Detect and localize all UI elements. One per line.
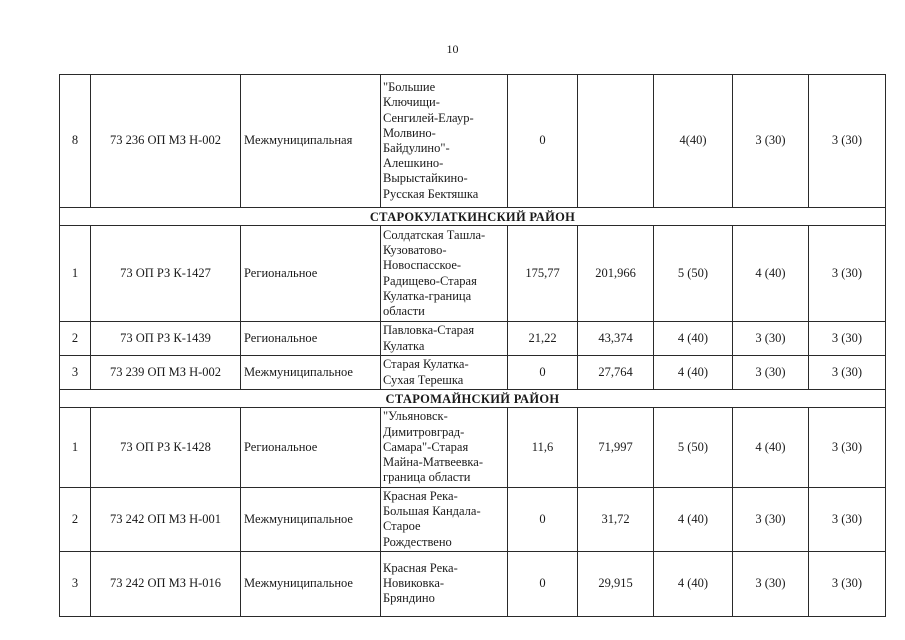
- district-name: СТАРОМАЙНСКИЙ РАЙОН: [60, 390, 886, 408]
- road-name-line: Байдулино"-: [383, 141, 450, 155]
- road-name-line: Красная Река-: [383, 489, 458, 503]
- road-name-line: Димитровград-: [383, 424, 465, 439]
- length-value-1: 0: [508, 75, 578, 208]
- road-name-line: "Ульяновск-: [383, 409, 448, 424]
- road-name: [381, 408, 508, 488]
- road-name-line: "Большие: [383, 80, 436, 95]
- road-name-line: Кузоватово-: [383, 243, 447, 258]
- road-code: 73 236 ОП МЗ Н-002: [91, 75, 241, 208]
- length-value-1: 175,77: [508, 226, 578, 322]
- category-value-1: 4 (40): [654, 488, 733, 552]
- length-value-2: 71,997: [578, 408, 654, 488]
- category-value-1: 4 (40): [654, 356, 733, 390]
- road-name-line: Большая Кандала-: [383, 504, 481, 519]
- length-value-2: 43,374: [578, 322, 654, 356]
- road-type: Межмуниципальное: [241, 551, 381, 616]
- road-name-line: Самара"-Старая: [383, 439, 469, 454]
- category-value-1: 4 (40): [654, 551, 733, 616]
- road-name: [381, 226, 508, 322]
- road-name-line: граница области: [383, 470, 471, 485]
- length-value-2: [578, 75, 654, 208]
- category-value-1: 4 (40): [654, 322, 733, 356]
- road-name: [381, 322, 508, 356]
- category-value-1: 4(40): [654, 75, 733, 208]
- road-name-line: Рождествено: [383, 534, 452, 549]
- road-name-line: Радищево-Старая: [383, 273, 477, 288]
- road-name: [381, 75, 508, 208]
- road-name-line: Молвино-: [383, 125, 436, 140]
- road-type: Межмуниципальное: [241, 356, 381, 390]
- table-row: [60, 75, 886, 208]
- table-row: [60, 322, 886, 356]
- road-code: 73 ОП РЗ К-1439: [91, 322, 241, 356]
- road-type: Региональное: [241, 322, 381, 356]
- road-name-line: Старая Кулатка-: [383, 357, 469, 372]
- category-value-3: 3 (30): [809, 75, 886, 208]
- table-row: [60, 356, 886, 390]
- length-value-1: 0: [508, 488, 578, 552]
- road-type: Региональное: [241, 408, 381, 488]
- length-value-1: 0: [508, 551, 578, 616]
- road-name-line: Старое: [383, 519, 421, 534]
- district-header-row: [60, 390, 886, 408]
- road-name-line: области: [383, 303, 425, 318]
- category-value-3: 3 (30): [809, 322, 886, 356]
- category-value-2: 4 (40): [733, 226, 809, 322]
- category-value-2: 3 (30): [733, 488, 809, 552]
- road-name-line: Новоспасское-: [383, 258, 462, 273]
- row-number: 2: [60, 488, 91, 552]
- row-number: 2: [60, 322, 91, 356]
- road-code: 73 242 ОП МЗ Н-016: [91, 551, 241, 616]
- road-code: 73 242 ОП МЗ Н-001: [91, 488, 241, 552]
- table-body: [60, 75, 886, 617]
- road-name-line: Майна-Матвеевка-: [383, 455, 483, 470]
- roads-table: [59, 74, 886, 617]
- district-header-row: [60, 208, 886, 226]
- category-value-2: 3 (30): [733, 322, 809, 356]
- category-value-2: 4 (40): [733, 408, 809, 488]
- length-value-2: 201,966: [578, 226, 654, 322]
- table-row: [60, 488, 886, 552]
- row-number: 3: [60, 356, 91, 390]
- road-name-line: Сенгилей-Елаур-: [383, 110, 474, 125]
- row-number: 1: [60, 408, 91, 488]
- table-row: [60, 408, 886, 488]
- length-value-1: 11,6: [508, 408, 578, 488]
- road-type: Межмуниципальная: [241, 75, 381, 208]
- category-value-3: 3 (30): [809, 226, 886, 322]
- road-name-line: Новиковка-: [383, 576, 445, 591]
- category-value-2: 3 (30): [733, 356, 809, 390]
- road-name-line: Красная Река-: [383, 561, 458, 575]
- category-value-3: 3 (30): [809, 488, 886, 552]
- category-value-2: 3 (30): [733, 75, 809, 208]
- road-type: Межмуниципальное: [241, 488, 381, 552]
- road-name: [381, 488, 508, 552]
- category-value-3: 3 (30): [809, 408, 886, 488]
- road-name-line: Ключищи-: [383, 95, 440, 110]
- length-value-2: 27,764: [578, 356, 654, 390]
- table-row: [60, 551, 886, 616]
- category-value-3: 3 (30): [809, 551, 886, 616]
- road-name-line: Алешкино-: [383, 156, 444, 171]
- table-row: [60, 226, 886, 322]
- length-value-2: 31,72: [578, 488, 654, 552]
- district-name: СТАРОКУЛАТКИНСКИЙ РАЙОН: [60, 208, 886, 226]
- row-number: 1: [60, 226, 91, 322]
- category-value-2: 3 (30): [733, 551, 809, 616]
- road-name-line: Павловка-Старая: [383, 323, 475, 338]
- category-value-1: 5 (50): [654, 226, 733, 322]
- length-value-2: 29,915: [578, 551, 654, 616]
- road-code: 73 ОП РЗ К-1428: [91, 408, 241, 488]
- road-name-line: Кулатка-граница: [383, 288, 472, 303]
- category-value-1: 5 (50): [654, 408, 733, 488]
- length-value-1: 21,22: [508, 322, 578, 356]
- road-code: 73 239 ОП МЗ Н-002: [91, 356, 241, 390]
- road-name-line: Солдатская Ташла-: [383, 227, 486, 242]
- page-number: 10: [446, 42, 459, 56]
- row-number: 3: [60, 551, 91, 616]
- road-name: [381, 551, 508, 616]
- row-number: 8: [60, 75, 91, 208]
- road-type: Региональное: [241, 226, 381, 322]
- length-value-1: 0: [508, 356, 578, 390]
- road-name-line: Кулатка: [383, 338, 425, 353]
- road-name-line: Русская Бектяшка: [383, 186, 479, 201]
- road-name-line: Вырыстайкино-: [383, 171, 468, 186]
- road-name-line: Сухая Терешка: [383, 372, 464, 387]
- road-name: [381, 356, 508, 390]
- road-code: 73 ОП РЗ К-1427: [91, 226, 241, 322]
- road-name-line: Бряндино: [383, 591, 435, 606]
- category-value-3: 3 (30): [809, 356, 886, 390]
